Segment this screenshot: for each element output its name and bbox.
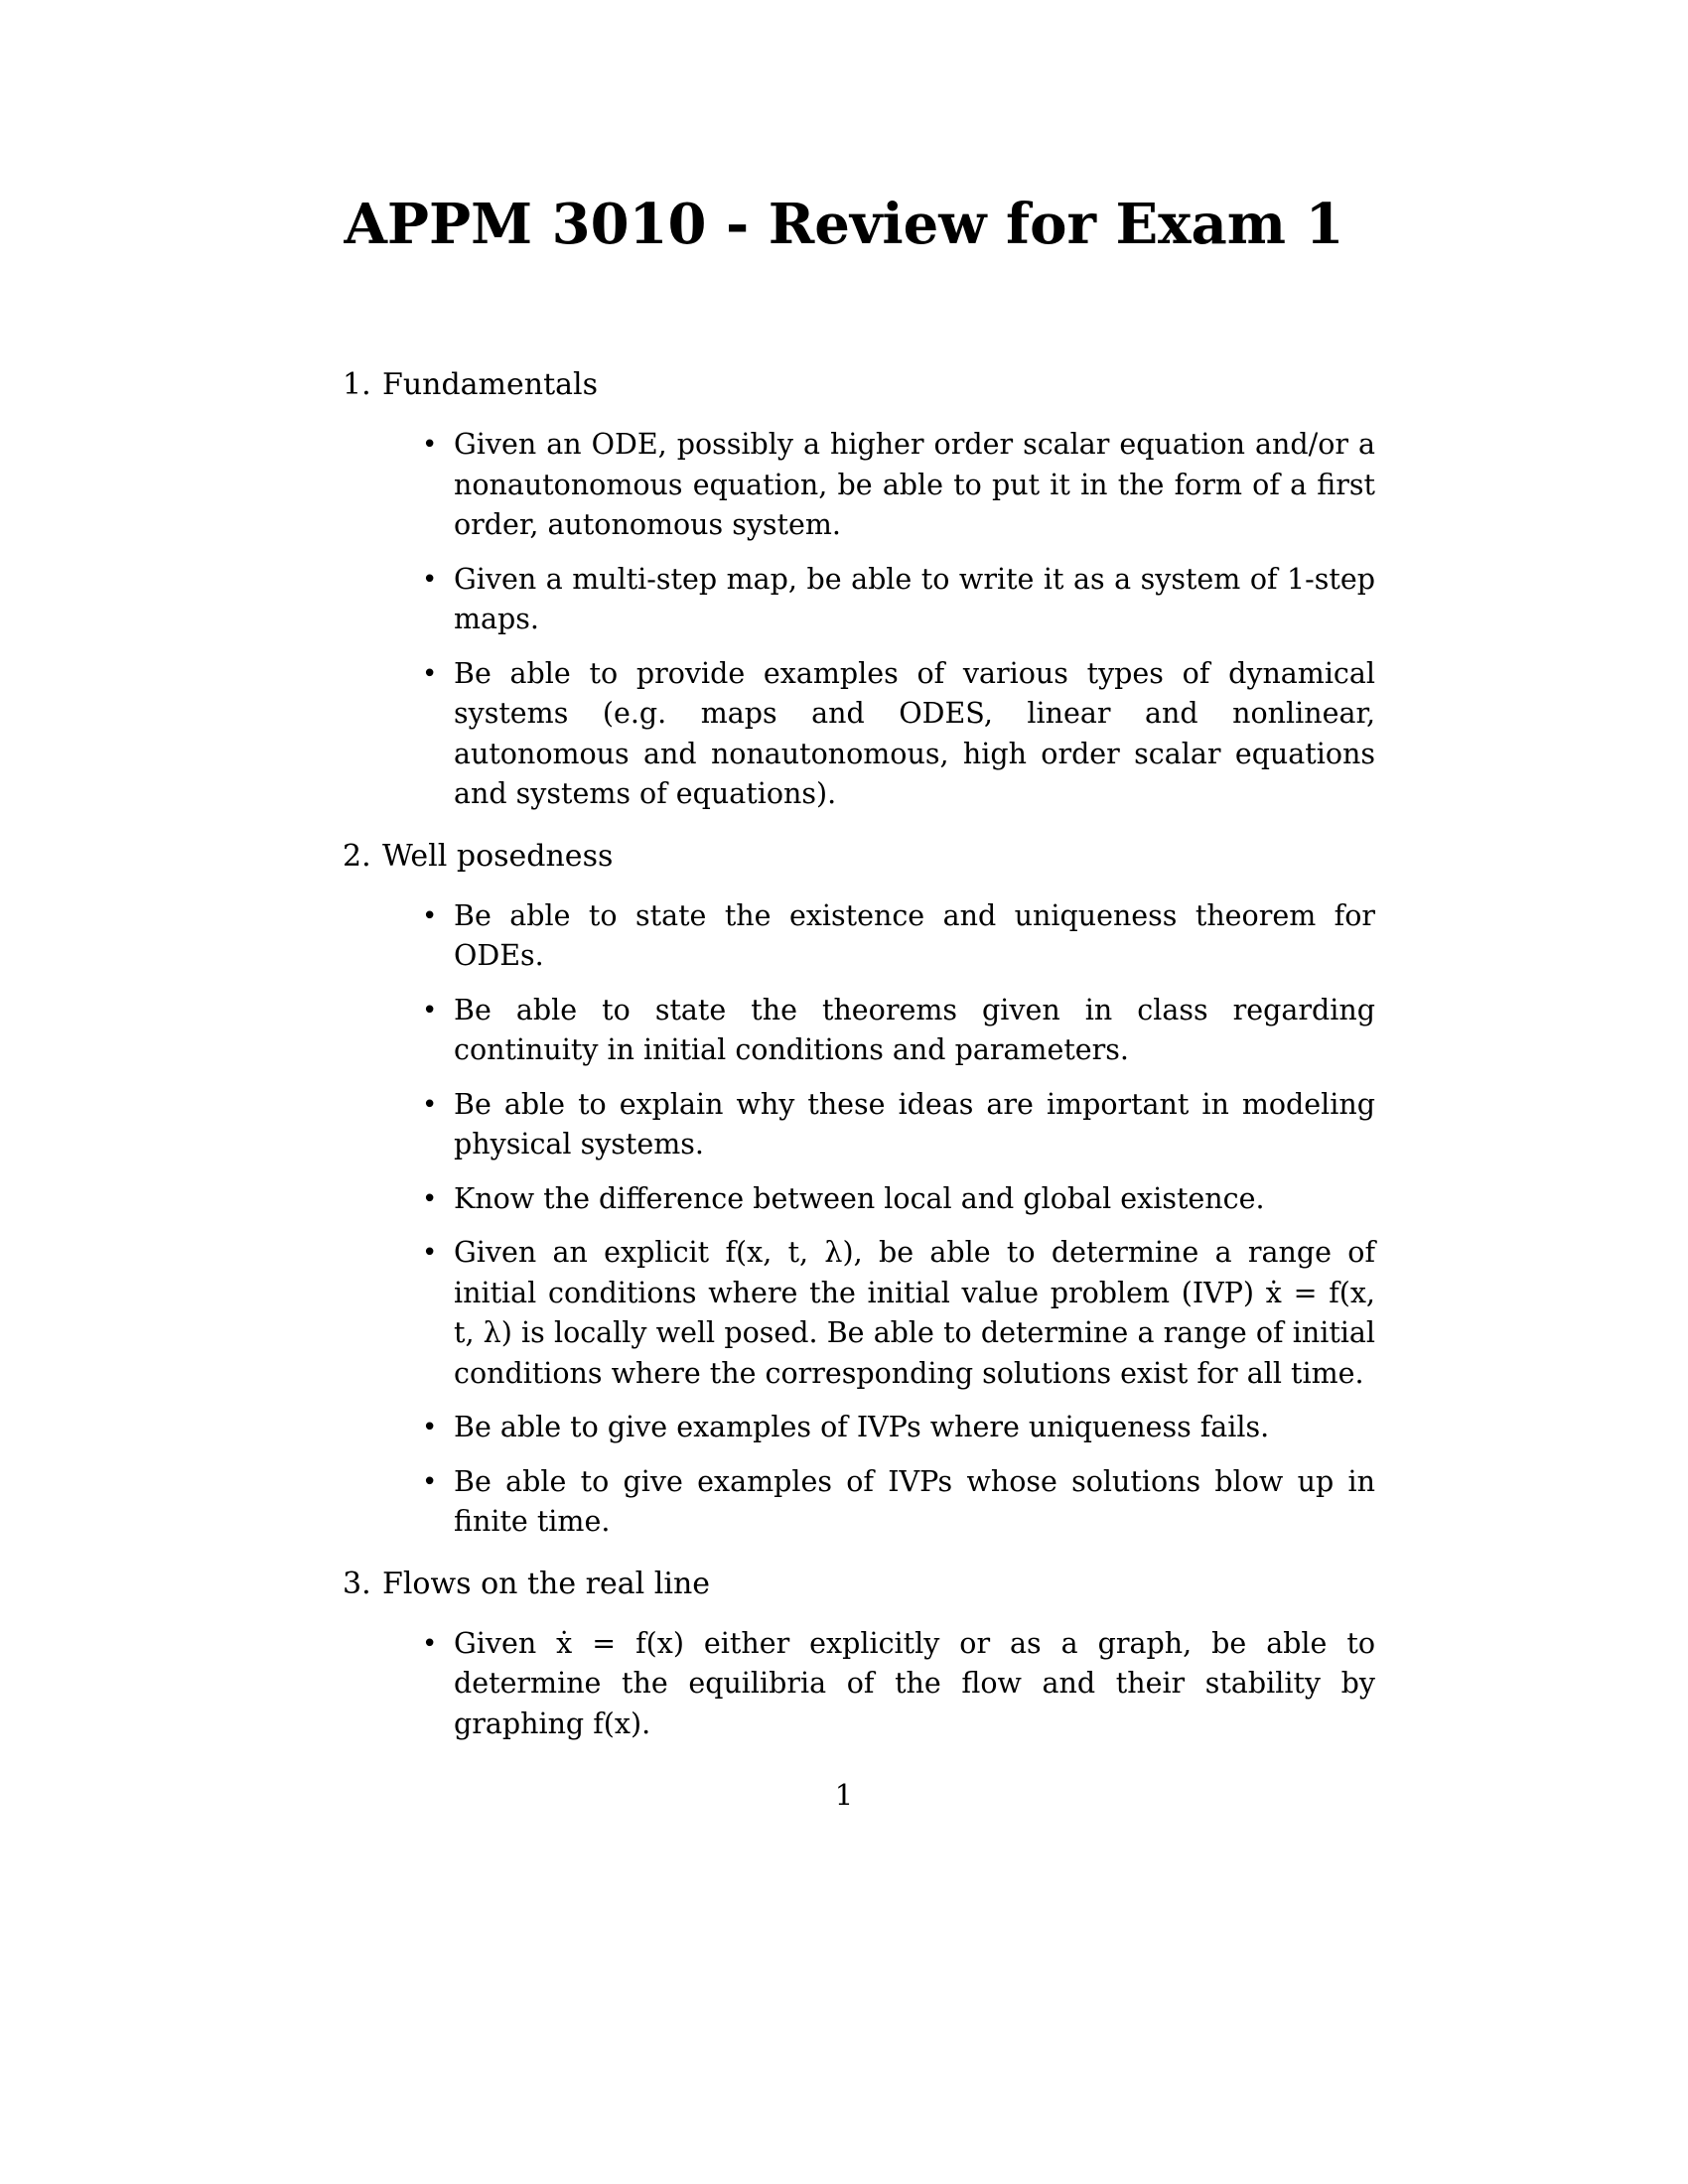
bullet-dot-icon: •: [422, 900, 438, 931]
bullet-list: [343, 425, 1375, 815]
list-item: [422, 1233, 1375, 1394]
bullet-list: [343, 896, 1375, 1543]
bullet-text: Be able to state the theorems given in class regarding continuity in initial conditions and parameters.: [454, 993, 1375, 1066]
section-header: [343, 365, 1375, 405]
section-number: 1.: [343, 367, 371, 402]
list-item: [422, 896, 1375, 977]
bullet-text: Be able to state the existence and uniqueness theorem for ODEs.: [454, 898, 1375, 972]
section-list: [343, 365, 1375, 1766]
page-title: APPM 3010 - Review for Exam 1: [344, 192, 1344, 257]
list-item: [422, 1179, 1375, 1220]
bullet-text: Given an ODE, possibly a higher order scalar equation and/or a nonautonomous equation, be able to put it in the form of a first order, autonomous system.: [454, 428, 1375, 541]
bullet-dot-icon: •: [422, 1413, 438, 1442]
bullet-dot-icon: •: [422, 1238, 438, 1268]
bullet-text: Given a multi-step map, be able to write it as a system of 1-step maps.: [454, 562, 1375, 635]
page-number: 1: [834, 1778, 854, 1812]
list-item: [422, 560, 1375, 640]
section-heading: Fundamentals: [382, 367, 599, 402]
section-header: [343, 837, 1375, 877]
bullet-text: Given ẋ = f(x) either explicitly or as a graph, be able to determine the equilibria of the flow and their stability by graphing f(x).: [454, 1626, 1375, 1740]
list-item: [422, 1462, 1375, 1543]
section-number: 2.: [343, 838, 371, 874]
bullet-text: Be able to explain why these ideas are important in modeling physical systems.: [454, 1087, 1375, 1160]
list-item: [422, 1085, 1375, 1165]
section-fundamentals: [343, 365, 1375, 815]
bullet-text: Be able to provide examples of various types of dynamical systems (e.g. maps and ODES, linear and nonlinear, autonomous and nonautonomous, high order scalar equations and systems of equations).: [454, 656, 1375, 810]
bullet-dot-icon: •: [422, 1466, 438, 1497]
section-number: 3.: [343, 1566, 371, 1601]
bullet-text: Know the difference between local and global existence.: [454, 1181, 1265, 1215]
list-item: [422, 1408, 1375, 1448]
list-item: [422, 654, 1375, 815]
bullet-text: Given an explicit f(x, t, λ), be able to determine a range of initial conditions where the initial value problem (IVP) ẋ = f(x, t, λ) is locally well posed. Be able to determine a range of initial conditions where the corresponding solutions exist for all time.: [454, 1236, 1375, 1390]
bullet-list: [343, 1624, 1375, 1745]
section-flows-real-line: [343, 1565, 1375, 1745]
list-item: [422, 425, 1375, 546]
section-heading: Flows on the real line: [382, 1566, 711, 1601]
bullet-text: Be able to give examples of IVPs whose solutions blow up in finite time.: [454, 1464, 1375, 1538]
bullet-dot-icon: •: [422, 564, 438, 595]
list-item: [422, 991, 1375, 1071]
section-header: [343, 1565, 1375, 1604]
section-well-posedness: [343, 837, 1375, 1543]
bullet-dot-icon: •: [422, 1089, 438, 1120]
section-heading: Well posedness: [382, 838, 614, 874]
bullet-dot-icon: •: [422, 1628, 438, 1659]
bullet-dot-icon: •: [422, 995, 438, 1025]
bullet-text: Be able to give examples of IVPs where uniqueness fails.: [454, 1411, 1270, 1443]
bullet-dot-icon: •: [422, 1183, 438, 1214]
list-item: [422, 1624, 1375, 1745]
bullet-dot-icon: •: [422, 658, 438, 689]
bullet-dot-icon: •: [422, 430, 438, 460]
